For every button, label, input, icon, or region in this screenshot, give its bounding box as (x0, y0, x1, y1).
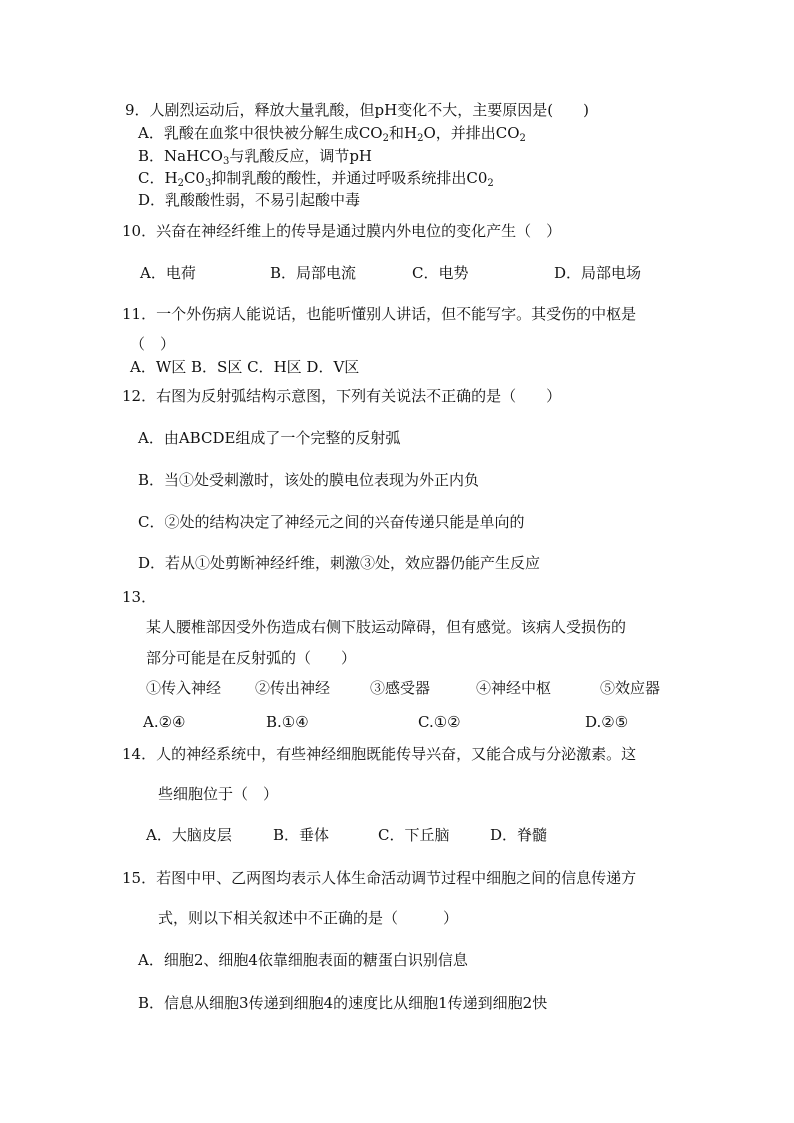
q14-option-a: A．大脑皮层 (146, 826, 232, 844)
q10-option-b: B．局部电流 (270, 264, 357, 282)
q11-options: A．W区 B．S区 C．H区 D．V区 (130, 358, 360, 376)
q9-option-d: D．乳酸酸性弱，不易引起酸中毒 (138, 191, 361, 209)
q13-option-a: A.②④ (143, 713, 186, 731)
q13-stem-line2: 部分可能是在反射弧的（ ） (146, 649, 357, 667)
q13-option-d: D.②⑤ (585, 713, 629, 731)
q15-stem-line1: 15．若图中甲、乙两图均表示人体生命活动调节过程中细胞之间的信息传递方 (122, 869, 637, 887)
q14-option-d: D．脊髓 (490, 826, 548, 844)
q11-paren: （ ） (130, 335, 176, 353)
q15-option-b: B．信息从细胞3传递到细胞4的速度比从细胞1传递到细胞2快 (138, 994, 548, 1012)
q10-stem: 10．兴奋在神经纤维上的传导是通过膜内外电位的变化产生（ ） (122, 222, 562, 240)
q14-stem-line1: 14．人的神经系统中，有些神经细胞既能传导兴奋，又能合成与分泌激素。这 (122, 745, 637, 763)
q11-stem: 11．一个外伤病人能说话，也能听懂别人讲话，但不能写字。其受伤的中枢是 (122, 305, 637, 323)
q9-option-c: C．$H_2C0_3$抑制乳酸的酸性，并通过呼吸系统排出$C0_2$ (138, 169, 494, 189)
q14-option-b: B．垂体 (273, 826, 330, 844)
q15-option-a: A．细胞2、细胞4依靠细胞表面的糖蛋白识别信息 (138, 951, 468, 969)
q9-option-a: A．乳酸在血浆中很快被分解生成$CO_2$和$H_2O$，并排出$CO_2$ (138, 124, 526, 144)
q12-option-b: B．当①处受刺激时，该处的膜电位表现为外正内负 (138, 471, 480, 489)
q12-option-c: C．②处的结构决定了神经元之间的兴奋传递只能是单向的 (138, 513, 525, 531)
q14-option-c: C．下丘脑 (378, 826, 450, 844)
q15-stem-line2: 式，则以下相关叙述中不正确的是（ ） (158, 909, 459, 927)
q12-option-a: A．由ABCDE组成了一个完整的反射弧 (138, 429, 401, 447)
q9-stem: 9．人剧烈运动后，释放大量乳酸，但pH变化不大，主要原因是( ) (125, 101, 589, 119)
q13-item-2: ②传出神经 (255, 679, 331, 697)
q13-number: 13． (122, 588, 157, 606)
q10-option-a: A．电荷 (140, 264, 196, 282)
q13-option-b: B.①④ (266, 713, 309, 731)
q13-item-5: ⑤效应器 (600, 679, 661, 697)
q13-item-3: ③感受器 (370, 679, 431, 697)
q10-option-c: C．电势 (412, 264, 469, 282)
q13-option-c: C.①② (418, 713, 461, 731)
q9-option-b: B．NaHCO$_3$与乳酸反应，调节pH (138, 147, 373, 167)
q12-stem: 12．右图为反射弧结构示意图，下列有关说法不正确的是（ ） (122, 387, 562, 405)
q13-stem-line1: 某人腰椎部因受外伤造成右侧下肢运动障碍，但有感觉。该病人受损伤的 (146, 618, 627, 636)
q13-item-1: ①传入神经 (146, 679, 222, 697)
q10-option-d: D．局部电场 (554, 264, 642, 282)
q14-stem-line2: 些细胞位于（ ） (158, 785, 279, 803)
q13-item-4: ④神经中枢 (476, 679, 552, 697)
q12-option-d: D．若从①处剪断神经纤维，刺激③处，效应器仍能产生反应 (138, 554, 541, 572)
